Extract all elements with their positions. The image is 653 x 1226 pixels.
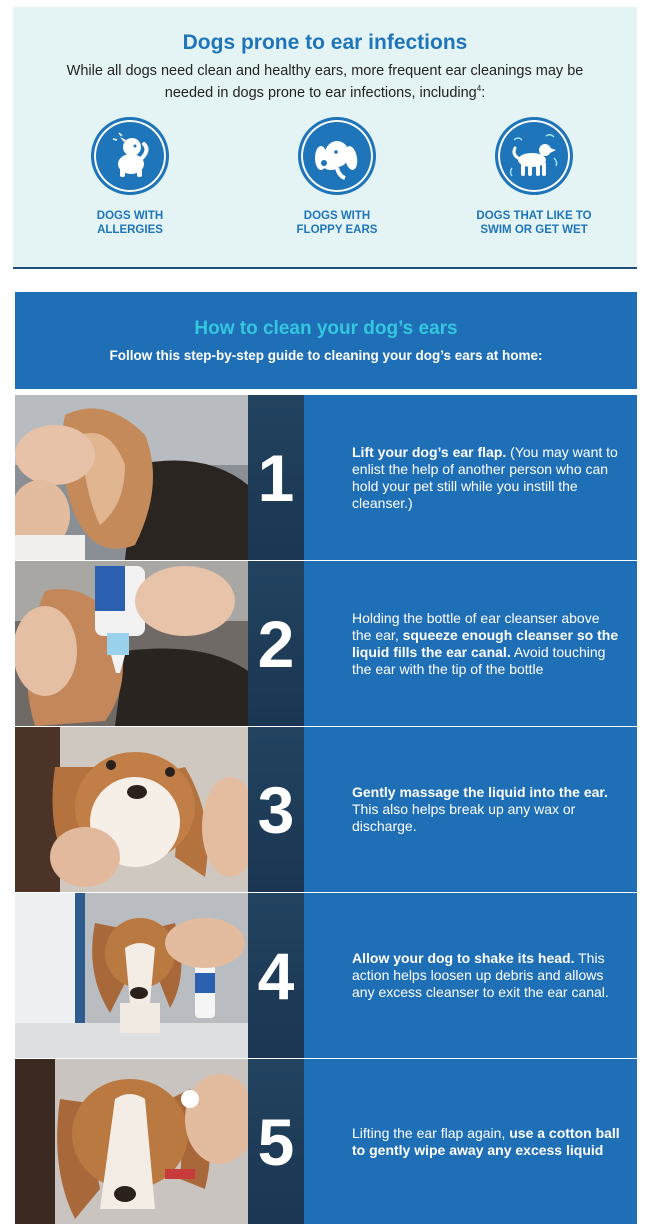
step-text: Allow your dog to shake its head. This action helps loosen up debris and allows any excess cleanser to exit the ear canal. <box>352 950 609 1000</box>
step-photo-lift-ear-flap <box>15 395 248 560</box>
category-allergies <box>45 117 215 237</box>
step-highlight: squeeze enough cleanser so the liquid fills the ear canal. <box>352 626 619 660</box>
category-floppy-ears <box>252 117 422 237</box>
dog-scratching-icon <box>91 117 169 195</box>
floppy-ear-dog-icon <box>298 117 376 195</box>
wet-dog-icon <box>495 117 573 195</box>
step-number: 5 <box>257 1104 295 1179</box>
category-line: SWIM OR GET WET <box>480 224 588 236</box>
category-line: DOGS WITH <box>303 210 371 222</box>
section-divider <box>13 267 637 269</box>
step-text: Holding the bottle of ear cleanser above the ear, squeeze enough cleanser so the liquid fills the ear canal. Avoid touching the ear with the tip of the bottle <box>352 609 619 677</box>
footnote-ref: 4 <box>476 84 482 93</box>
step-1 <box>15 395 637 560</box>
step-highlight: Gently massage the liquid into the ear. <box>352 784 608 800</box>
step-number: 1 <box>257 440 295 515</box>
step-2 <box>15 561 637 726</box>
step-number: 2 <box>257 606 295 681</box>
step-photo-massage-ear <box>15 727 248 892</box>
category-line: ALLERGIES <box>97 224 163 236</box>
step-highlight: Lift your dog’s ear flap. <box>352 443 507 460</box>
prone-subtitle: While all dogs need clean and healthy ears, more frequent ear cleanings may be needed in dogs prone to ear infections, including$^4$: <box>66 63 584 101</box>
step-photo-shake-head <box>15 893 248 1058</box>
step-4 <box>15 893 637 1058</box>
step-photo-squeeze-cleanser <box>15 561 248 726</box>
step-5 <box>15 1059 637 1224</box>
step-number: 4 <box>257 938 295 1013</box>
guide-header <box>15 292 637 389</box>
guide-title: How to clean your dog’s ears <box>194 318 458 339</box>
step-text: Gently massage the liquid into the ear. This also helps break up any wax or discharge. <box>352 784 608 834</box>
step-highlight: use a cotton ball to gently wipe away any excess liquid <box>352 1124 620 1158</box>
category-line: DOGS THAT LIKE TO <box>476 210 592 222</box>
step-text: Lift your dog’s ear flap. (You may want to enlist the help of another person who can hold your pet still while you instill the cleanser.) <box>352 443 618 511</box>
step-3 <box>15 727 637 892</box>
category-line: FLOPPY EARS <box>296 224 378 236</box>
prone-title: Dogs prone to ear infections <box>182 31 468 54</box>
step-highlight: Allow your dog to shake its head. <box>352 950 575 966</box>
step-photo-wipe-liquid <box>15 1059 248 1224</box>
guide-subtitle: Follow this step-by-step guide to cleaning your dog’s ears at home: <box>109 348 543 363</box>
step-text: Lifting the ear flap again, use a cotton ball to gently wipe away any excess liquid <box>352 1124 620 1158</box>
step-number: 3 <box>257 772 295 847</box>
category-swim-wet <box>449 117 619 237</box>
category-line: DOGS WITH <box>96 210 164 222</box>
prone-section <box>13 7 637 268</box>
